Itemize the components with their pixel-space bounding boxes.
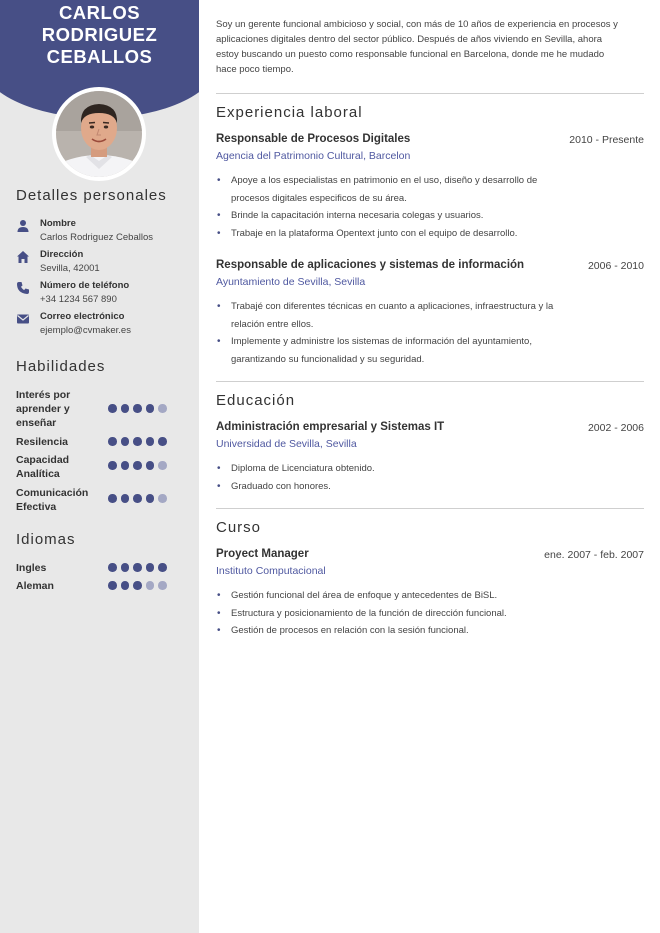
rating-dot-filled [121, 404, 130, 413]
rating-dot-filled [133, 563, 142, 572]
detail-label: Correo electrónico [40, 311, 125, 322]
language-item [16, 561, 196, 575]
detail-label: Nombre [40, 218, 76, 229]
phone-icon [16, 281, 30, 295]
detail-value: Carlos Rodriguez Ceballos [40, 232, 153, 243]
job-bullets [216, 172, 556, 242]
skill-name: Interés por aprender y enseñar [16, 389, 71, 429]
divider [216, 381, 644, 382]
divider [216, 508, 644, 509]
rating-dot-empty [146, 581, 155, 590]
job-date: 2010 - Presente [569, 134, 644, 146]
detail-value: ejemplo@cvmaker.es [40, 325, 131, 336]
language-item [16, 579, 196, 593]
bullet-item: • Diploma de Licenciatura obtenido. [216, 460, 556, 478]
detail-label: Número de teléfono [40, 280, 130, 291]
rating-dot-filled [108, 437, 117, 446]
full-name [0, 2, 199, 68]
rating-dot-filled [121, 437, 130, 446]
rating-dot-filled [133, 461, 142, 470]
job-bullets [216, 298, 556, 368]
skill-item [16, 453, 196, 481]
job-title: Responsable de Procesos Digitales [216, 133, 411, 145]
skill-rating [108, 494, 167, 503]
rating-dot-filled [121, 581, 130, 590]
experience-heading: Experiencia laboral [216, 104, 363, 121]
envelope-icon [16, 312, 30, 326]
bullet-item: • Gestión de procesos en relación con la sesión funcional. [216, 622, 596, 640]
job-date: 2006 - 2010 [587, 260, 644, 272]
rating-dot-filled [108, 563, 117, 572]
skill-rating [108, 437, 167, 446]
detail-label: Dirección [40, 249, 84, 260]
rating-dot-filled [108, 581, 117, 590]
course-date: ene. 2007 - feb. 2007 [544, 549, 644, 561]
name-line-2: RODRIGUEZ [41, 24, 158, 45]
detail-phone [16, 280, 196, 310]
skill-item [16, 435, 196, 449]
education-bullets [216, 460, 556, 495]
skill-name: Comunicación Efectiva [16, 487, 89, 513]
course-institution: Instituto Computacional [216, 565, 326, 577]
rating-dot-filled [146, 563, 155, 572]
education-date: 2002 - 2006 [587, 422, 644, 434]
bullet-item: • Trabajé con diferentes técnicas en cuanto a aplicaciones, infraestructura y la relación entre ellos. [216, 298, 556, 333]
home-icon [16, 250, 30, 264]
course-heading: Curso [216, 519, 262, 536]
divider [216, 93, 644, 94]
rating-dot-empty [158, 461, 167, 470]
language-rating [108, 581, 167, 590]
detail-value: +34 1234 567 890 [40, 294, 117, 305]
bullet-item: • Apoye a los especialistas en patrimonio en el uso, diseño y desarrollo de procesos digitales especificos de su área. [216, 172, 556, 207]
rating-dot-filled [121, 461, 130, 470]
avatar [52, 87, 146, 181]
personal-details-heading: Detalles personales [16, 187, 167, 204]
job-title: Responsable de aplicaciones y sistemas de información [216, 259, 525, 271]
education-heading: Educación [216, 392, 296, 409]
name-line-3: CEBALLOS [46, 46, 153, 67]
rating-dot-filled [146, 404, 155, 413]
rating-dot-filled [133, 581, 142, 590]
detail-value: Sevilla, 42001 [40, 263, 100, 274]
education-title: Administración empresarial y Sistemas IT [216, 421, 445, 433]
skills-heading: Habilidades [16, 358, 106, 375]
rating-dot-empty [158, 494, 167, 503]
detail-email [16, 311, 196, 341]
skill-rating [108, 404, 167, 413]
rating-dot-filled [121, 494, 130, 503]
skill-item [16, 388, 196, 430]
skill-item [16, 486, 196, 514]
avatar-photo [56, 91, 142, 177]
bullet-item: • Trabaje en la plataforma Opentext junto con el equipo de desarrollo. [216, 225, 556, 243]
language-name: Ingles [16, 562, 47, 574]
rating-dot-empty [158, 404, 167, 413]
rating-dot-filled [146, 494, 155, 503]
rating-dot-filled [158, 437, 167, 446]
detail-address [16, 249, 196, 279]
language-rating [108, 563, 167, 572]
bullet-item: • Brinde la capacitación interna necesaria colegas y usuarios. [216, 207, 556, 225]
rating-dot-filled [158, 563, 167, 572]
course-bullets [216, 587, 596, 640]
rating-dot-filled [121, 563, 130, 572]
rating-dot-filled [133, 437, 142, 446]
languages-heading: Idiomas [16, 531, 76, 548]
rating-dot-empty [158, 581, 167, 590]
rating-dot-filled [108, 494, 117, 503]
rating-dot-filled [108, 404, 117, 413]
detail-name [16, 218, 196, 248]
rating-dot-filled [133, 404, 142, 413]
name-line-1: CARLOS [58, 2, 141, 23]
bullet-item: • Graduado con honores. [216, 478, 556, 496]
job-organization: Agencia del Patrimonio Cultural, Barcelon [216, 150, 411, 162]
rating-dot-filled [146, 437, 155, 446]
education-institution: Universidad de Sevilla, Sevilla [216, 438, 357, 450]
intro-summary: Soy un gerente funcional ambicioso y social, con más de 10 años de experiencia en procesos y aplicaciones digitales dentro del sector público. Después de años viviendo en Sevilla, ahora estoy buscando un puesto como responsable funcional en Barcelona, donde me he mudado hace poco tiempo. [216, 19, 618, 75]
rating-dot-filled [146, 461, 155, 470]
sidebar [0, 0, 199, 933]
bullet-item: • Gestión funcional del área de enfoque y antecedentes de BiSL. [216, 587, 596, 605]
skill-name: Capacidad Analítica [16, 454, 70, 480]
language-name: Aleman [16, 580, 54, 592]
person-icon [16, 219, 30, 233]
bullet-item: • Implemente y administre los sistemas de información del ayuntamiento, garantizando su funcionalidad y su seguridad. [216, 333, 556, 368]
job-organization: Ayuntamiento de Sevilla, Sevilla [216, 276, 366, 288]
course-title: Proyect Manager [216, 548, 309, 560]
bullet-item: • Estructura y posicionamiento de la función de dirección funcional. [216, 605, 596, 623]
rating-dot-filled [133, 494, 142, 503]
skill-name: Resilencia [16, 436, 68, 448]
rating-dot-filled [108, 461, 117, 470]
skill-rating [108, 461, 167, 470]
